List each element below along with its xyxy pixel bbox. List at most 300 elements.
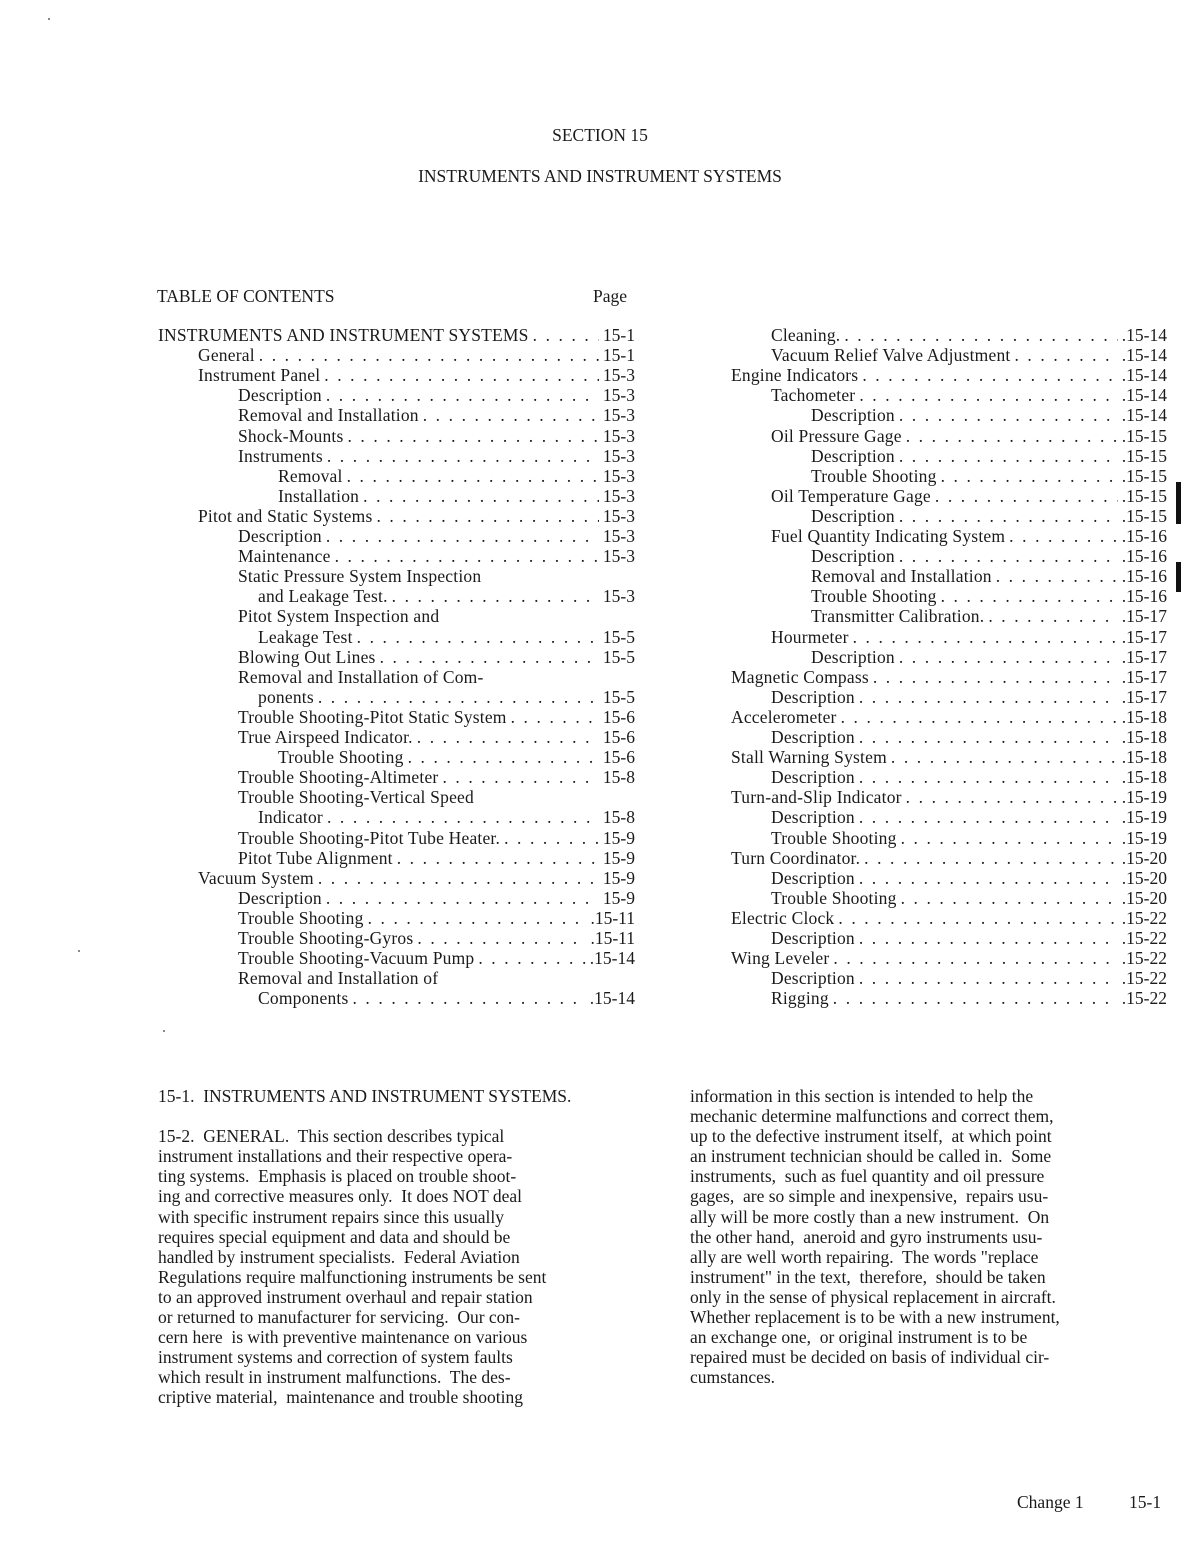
body-text-line: instrument systems and correction of system faults xyxy=(158,1347,513,1368)
toc-entry-label: Trouble Shooting xyxy=(811,465,937,486)
toc-entry xyxy=(811,446,1167,466)
toc-entry xyxy=(278,747,635,767)
toc-entry xyxy=(158,325,635,345)
toc-entry-label: Static Pressure System Inspection xyxy=(238,566,482,587)
toc-dot-leader xyxy=(902,787,1118,807)
toc-entry xyxy=(771,828,1167,848)
toc-dot-leader xyxy=(323,807,599,827)
toc-dot-leader xyxy=(897,888,1118,908)
toc-entry-label: Transmitter Calibration. xyxy=(811,606,985,627)
body-text-line: handled by instrument specialists. Federal Aviation xyxy=(158,1246,520,1267)
toc-entry-label: Indicator xyxy=(258,807,323,828)
toc-entry-page: 15-3 xyxy=(602,445,635,466)
body-text-line: requires special equipment and data and should be xyxy=(158,1226,511,1247)
toc-entry-label: Blowing Out Lines xyxy=(238,646,376,667)
toc-dot-leader xyxy=(359,486,599,506)
toc-entry-page: .15-22 xyxy=(1121,948,1167,969)
toc-entry-page: .15-11 xyxy=(590,928,635,948)
toc-entry-label: Fuel Quantity Indicating System xyxy=(771,526,1006,546)
body-text-line: ing and corrective measures only. It does NOT deal xyxy=(158,1186,522,1207)
toc-entry-label: Description xyxy=(811,546,895,567)
toc-entry-page: .15-18 xyxy=(1121,747,1167,768)
toc-entry-label: Vacuum Relief Valve Adjustment xyxy=(771,345,1011,366)
toc-entry-page: .15-14 xyxy=(1121,385,1167,406)
toc-entry xyxy=(258,988,635,1008)
toc-entry-label: Trouble Shooting-Gyros xyxy=(238,928,414,948)
toc-entry-page: 15-5 xyxy=(602,686,635,707)
toc-entry-label: Components xyxy=(258,988,349,1009)
toc-entry-label: Description xyxy=(771,807,855,828)
toc-dot-leader xyxy=(404,747,599,767)
toc-entry-page: .15-17 xyxy=(1121,686,1167,707)
toc-dot-leader xyxy=(320,365,599,385)
toc-dot-leader xyxy=(849,627,1118,647)
toc-entry-label: Description xyxy=(771,686,855,707)
toc-entry-page: .15-14 xyxy=(589,948,635,969)
toc-dot-leader xyxy=(1010,345,1117,365)
toc-dot-leader xyxy=(855,968,1118,988)
toc-entry-page: 15-5 xyxy=(602,626,635,647)
toc-entry-page: 15-3 xyxy=(602,485,635,506)
toc-dot-leader xyxy=(393,848,599,868)
toc-dot-leader xyxy=(529,325,599,345)
toc-entry-label: Pitot System Inspection and xyxy=(238,606,440,627)
toc-entry-page: 15-9 xyxy=(602,887,635,908)
toc-dot-leader xyxy=(834,908,1117,928)
body-text-line: 15-2. GENERAL. This section describes typical xyxy=(158,1126,505,1147)
toc-entry xyxy=(238,928,635,948)
toc-entry-page: 15-5 xyxy=(602,646,635,667)
toc-dot-leader xyxy=(331,546,599,566)
toc-entry xyxy=(731,948,1167,968)
toc-entry-label: Description xyxy=(811,646,895,667)
toc-entry-label: Description xyxy=(771,968,855,989)
toc-entry-label: Description xyxy=(238,385,322,406)
toc-dot-leader xyxy=(937,466,1118,486)
toc-entry-label: Description xyxy=(811,445,895,466)
toc-entry-label: Description xyxy=(811,505,895,526)
body-text-line: an exchange one, or original instrument is to be xyxy=(690,1327,1028,1348)
toc-dot-leader xyxy=(829,948,1117,968)
body-right-column xyxy=(690,1086,1180,1387)
toc-entry-page: 15-3 xyxy=(602,385,635,406)
toc-entry xyxy=(198,868,635,888)
body-text-line: Regulations require malfunctioning instruments be sent xyxy=(158,1266,547,1287)
toc-entry-page: .15-14 xyxy=(1121,365,1167,386)
toc-entry-page: .15-14 xyxy=(1121,325,1167,345)
toc-entry xyxy=(771,486,1167,506)
toc-entry xyxy=(731,848,1167,868)
toc-entry-page: .15-17 xyxy=(1121,646,1167,667)
body-text-line: to an approved instrument overhaul and repair station xyxy=(158,1286,533,1307)
toc-entry-label: Vacuum System xyxy=(198,867,314,888)
toc-entry xyxy=(771,687,1167,707)
body-text-line: instrument" in the text, therefore, should be taken xyxy=(690,1266,1046,1287)
toc-dot-leader xyxy=(376,647,599,667)
toc-entry-page: .15-11 xyxy=(590,907,635,928)
toc-entry-label: Instrument Panel xyxy=(198,365,321,386)
toc-entry xyxy=(771,345,1167,365)
toc-heading: TABLE OF CONTENTS xyxy=(157,286,335,306)
toc-dot-leader xyxy=(500,828,599,848)
toc-entry-page: 15-3 xyxy=(602,546,635,567)
body-text-line: up to the defective instrument itself, at which point xyxy=(690,1126,1052,1147)
toc-entry-page: .15-20 xyxy=(1121,887,1167,908)
toc-entry xyxy=(811,466,1167,486)
toc-entry xyxy=(771,868,1167,888)
toc-dot-leader xyxy=(353,627,599,647)
body-text-line: cern here is with preventive maintenance on various xyxy=(158,1327,528,1348)
toc-entry-label: Pitot and Static Systems xyxy=(198,505,373,526)
toc-entry-page: 15-3 xyxy=(602,586,635,607)
toc-dot-leader xyxy=(895,446,1118,466)
toc-entry-label: and Leakage Test. xyxy=(258,586,388,607)
toc-entry xyxy=(238,888,635,908)
toc-entry xyxy=(238,606,635,626)
toc-dot-leader xyxy=(322,526,599,546)
toc-dot-leader xyxy=(855,727,1118,747)
toc-entry-page: 15-1 xyxy=(602,345,635,366)
toc-dot-leader xyxy=(855,385,1117,405)
change-bar xyxy=(1176,562,1181,592)
toc-entry xyxy=(771,807,1167,827)
toc-entry xyxy=(771,627,1167,647)
toc-dot-leader xyxy=(372,506,598,526)
toc-entry-label: Trouble Shooting xyxy=(238,907,364,928)
toc-entry xyxy=(258,627,635,647)
toc-entry-label: Removal and Installation of Com- xyxy=(238,666,484,687)
toc-entry-label: Trouble Shooting-Pitot Tube Heater. xyxy=(238,827,501,848)
body-text-line: only in the sense of physical replacement in aircraft. xyxy=(690,1286,1056,1307)
toc-entry-page: 15-9 xyxy=(602,847,635,868)
toc-entry-label: Description xyxy=(811,405,895,426)
toc-entry-page: .15-18 xyxy=(1121,767,1167,788)
toc-entry xyxy=(811,606,1167,626)
toc-entry xyxy=(771,888,1167,908)
toc-entry-label: Description xyxy=(238,526,322,546)
toc-entry xyxy=(811,546,1167,566)
toc-entry-label: Trouble Shooting xyxy=(278,747,404,768)
toc-dot-leader xyxy=(897,828,1118,848)
toc-entry-page: 15-3 xyxy=(602,405,635,426)
toc-entry xyxy=(811,586,1167,606)
toc-entry-label: Description xyxy=(771,727,855,747)
toc-dot-leader xyxy=(438,767,598,787)
section-title: INSTRUMENTS AND INSTRUMENT SYSTEMS xyxy=(418,166,782,186)
toc-entry-label: Leakage Test xyxy=(258,626,353,647)
toc-entry-page: .15-16 xyxy=(1121,566,1167,587)
change-bar xyxy=(1176,482,1181,524)
toc-dot-leader xyxy=(895,647,1118,667)
toc-entry xyxy=(771,767,1167,787)
toc-entry xyxy=(238,948,635,968)
toc-dot-leader xyxy=(1005,526,1118,546)
toc-dot-leader xyxy=(895,506,1118,526)
toc-entry-label: Accelerometer xyxy=(731,706,837,727)
toc-entry xyxy=(238,787,635,807)
toc-entry xyxy=(771,426,1167,446)
toc-entry xyxy=(238,426,635,446)
paragraph-heading: 15-1. INSTRUMENTS AND INSTRUMENT SYSTEMS. xyxy=(158,1086,572,1106)
toc-entry xyxy=(731,365,1167,385)
body-text-line: or returned to manufacturer for servicing. Our con- xyxy=(158,1307,521,1328)
toc-entry xyxy=(238,526,635,546)
body-text-line: ally are well worth repairing. The words "replace xyxy=(690,1246,1039,1267)
toc-entry-page: .15-15 xyxy=(1121,445,1167,466)
toc-entry-label: Trouble Shooting-Altimeter xyxy=(238,767,439,788)
section-number: SECTION 15 xyxy=(552,125,648,145)
toc-entry-label: Turn Coordinator. xyxy=(731,847,861,868)
toc-entry-label: Maintenance xyxy=(238,546,331,567)
toc-dot-leader xyxy=(413,727,599,747)
toc-dot-leader xyxy=(895,546,1118,566)
toc-dot-leader xyxy=(348,988,585,1008)
toc-entry-label: Hourmeter xyxy=(771,626,849,647)
toc-entry-label: Description xyxy=(771,767,855,788)
toc-entry-page: .15-16 xyxy=(1121,546,1167,567)
toc-entry xyxy=(238,707,635,727)
body-text-line: Whether replacement is to be with a new instrument, xyxy=(690,1307,1060,1328)
toc-entry-page: .15-22 xyxy=(1121,988,1167,1009)
toc-entry-page: .15-14 xyxy=(1121,405,1167,426)
toc-entry-page: .15-15 xyxy=(1121,505,1167,526)
toc-entry-label: Description xyxy=(771,928,855,948)
toc-entry-label: Description xyxy=(238,887,322,908)
toc-dot-leader xyxy=(855,687,1118,707)
toc-entry-page: .15-14 xyxy=(1121,345,1167,366)
toc-entry-page: .15-19 xyxy=(1121,787,1167,808)
body-text-line: which result in instrument malfunctions. The des- xyxy=(158,1367,511,1388)
toc-dot-leader xyxy=(314,868,599,888)
toc-entry-label: Cleaning. xyxy=(771,325,841,345)
scan-speck xyxy=(163,1030,165,1032)
body-text-line: with specific instrument repairs since this usually xyxy=(158,1206,505,1227)
toc-entry-page: .15-14 xyxy=(589,988,635,1009)
toc-entry xyxy=(238,767,635,787)
toc-entry xyxy=(238,546,635,566)
toc-entry xyxy=(771,385,1167,405)
toc-entry-label: Magnetic Compass xyxy=(731,666,869,687)
toc-entry-page: .15-17 xyxy=(1121,606,1167,627)
toc-entry-page: 15-6 xyxy=(602,706,635,727)
toc-entry-page: .15-17 xyxy=(1121,666,1167,687)
toc-dot-leader xyxy=(858,365,1117,385)
toc-dot-leader xyxy=(869,667,1118,687)
body-text-line: ally will be more costly than a new instrument. On xyxy=(690,1206,1050,1227)
toc-entry-page: .15-17 xyxy=(1121,626,1167,647)
toc-entry xyxy=(238,667,635,687)
toc-entry-label: Trouble Shooting-Vertical Speed xyxy=(238,787,474,808)
toc-entry xyxy=(811,566,1167,586)
body-left-column xyxy=(158,1086,668,1408)
toc-entry-label: Installation xyxy=(278,485,360,506)
toc-dot-leader xyxy=(855,807,1118,827)
toc-entry xyxy=(198,365,635,385)
toc-entry xyxy=(238,908,635,928)
toc-entry-label: Rigging xyxy=(771,988,829,1009)
toc-dot-leader xyxy=(855,767,1118,787)
toc-dot-leader xyxy=(323,446,599,466)
toc-entry-label: Description xyxy=(771,867,855,888)
toc-entry xyxy=(238,446,635,466)
toc-entry-page: .15-15 xyxy=(1121,485,1167,506)
body-text-line: mechanic determine malfunctions and correct them, xyxy=(690,1106,1054,1127)
toc-entry-page: 15-9 xyxy=(602,827,635,848)
body-text-line: repaired must be decided on basis of individual cir- xyxy=(690,1347,1050,1368)
toc-entry-label: General xyxy=(198,345,255,366)
toc-dot-leader xyxy=(829,988,1118,1008)
toc-entry xyxy=(238,828,635,848)
toc-entry xyxy=(238,647,635,667)
toc-entry-page: .15-16 xyxy=(1121,526,1167,546)
toc-entry-label: Tachometer xyxy=(771,385,856,406)
toc-dot-leader xyxy=(855,928,1118,948)
toc-entry-label: Shock-Mounts xyxy=(238,425,344,446)
toc-entry-label: Turn-and-Slip Indicator xyxy=(731,787,902,808)
body-text-line xyxy=(158,1106,668,1126)
toc-entry-page: .15-18 xyxy=(1121,706,1167,727)
toc-dot-leader xyxy=(419,405,599,425)
toc-dot-leader xyxy=(887,747,1118,767)
toc-entry xyxy=(731,707,1167,727)
toc-entry xyxy=(278,486,635,506)
change-notice: Change 1 xyxy=(1017,1492,1084,1512)
toc-dot-leader xyxy=(837,707,1118,727)
toc-entry xyxy=(811,506,1167,526)
toc-dot-leader xyxy=(388,586,599,606)
toc-entry-label: Trouble Shooting xyxy=(771,887,897,908)
toc-entry xyxy=(771,968,1167,988)
toc-dot-leader xyxy=(984,606,1117,626)
toc-entry xyxy=(238,385,635,405)
toc-entry-page: 15-3 xyxy=(602,526,635,546)
toc-entry-page: 15-8 xyxy=(602,807,635,828)
body-text-line: an instrument technician should be called in. Some xyxy=(690,1146,1052,1167)
toc-entry xyxy=(198,345,635,365)
toc-entry-label: Removal xyxy=(278,465,343,486)
scan-speck xyxy=(48,18,50,20)
toc-entry xyxy=(238,566,635,586)
body-text-line: instrument installations and their respective opera- xyxy=(158,1146,513,1167)
toc-entry-page: 15-8 xyxy=(602,767,635,788)
toc-dot-leader xyxy=(322,385,599,405)
toc-entry xyxy=(238,848,635,868)
toc-dot-leader xyxy=(474,948,585,968)
toc-entry-page: 15-6 xyxy=(602,747,635,768)
toc-entry-label: Removal and Installation of xyxy=(238,968,439,989)
toc-entry-page: 15-3 xyxy=(602,425,635,446)
toc-page-heading: Page xyxy=(593,286,628,306)
toc-entry-label: True Airspeed Indicator. xyxy=(238,727,413,747)
toc-entry-page: 15-6 xyxy=(602,727,635,747)
body-text-line: instruments, such as fuel quantity and oil pressure xyxy=(690,1166,1045,1187)
toc-dot-leader xyxy=(322,888,599,908)
toc-entry-page: .15-19 xyxy=(1121,807,1167,828)
toc-entry-page: .15-16 xyxy=(1121,586,1167,607)
toc-entry xyxy=(811,647,1167,667)
toc-entry-page: .15-20 xyxy=(1121,867,1167,888)
toc-entry-page: .15-20 xyxy=(1121,847,1167,868)
toc-dot-leader xyxy=(860,848,1118,868)
toc-entry-label: INSTRUMENTS AND INSTRUMENT SYSTEMS xyxy=(158,325,529,345)
toc-entry-page: 15-3 xyxy=(602,505,635,526)
toc-entry xyxy=(238,727,635,747)
toc-entry-label: Trouble Shooting-Pitot Static System xyxy=(238,706,507,727)
toc-entry xyxy=(278,466,635,486)
page-number: 15-1 xyxy=(1129,1492,1162,1512)
toc-entry xyxy=(771,988,1167,1008)
toc-entry-label: Trouble Shooting-Vacuum Pump xyxy=(238,948,475,969)
toc-entry-page: .15-15 xyxy=(1121,465,1167,486)
toc-entry-label: Stall Warning System xyxy=(731,747,887,768)
toc-entry-page: .15-22 xyxy=(1121,907,1167,928)
toc-dot-leader xyxy=(343,426,598,446)
toc-entry-page: 15-3 xyxy=(602,365,635,386)
toc-dot-leader xyxy=(992,566,1118,586)
toc-entry xyxy=(771,526,1167,546)
toc-dot-leader xyxy=(507,707,599,727)
toc-entry xyxy=(731,787,1167,807)
toc-entry-page: .15-15 xyxy=(1121,425,1167,446)
toc-entry xyxy=(731,747,1167,767)
toc-entry xyxy=(731,667,1167,687)
body-text-line: gages, are so simple and inexpensive, repairs usu- xyxy=(690,1186,1049,1207)
toc-dot-leader xyxy=(364,908,587,928)
toc-entry-page: .15-18 xyxy=(1121,727,1167,747)
toc-entry xyxy=(238,968,635,988)
toc-entry-label: Instruments xyxy=(238,445,323,466)
toc-entry-label: Wing Leveler xyxy=(731,948,830,969)
toc-entry xyxy=(731,908,1167,928)
toc-entry xyxy=(258,687,635,707)
toc-entry-label: Trouble Shooting xyxy=(811,586,937,607)
toc-entry xyxy=(258,807,635,827)
toc-entry xyxy=(238,405,635,425)
toc-entry-label: Pitot Tube Alignment xyxy=(238,847,393,868)
body-text-line: criptive material, maintenance and trouble shooting xyxy=(158,1387,523,1408)
toc-entry-page: .15-19 xyxy=(1121,827,1167,848)
body-text-line: the other hand, aneroid and gyro instruments usu- xyxy=(690,1226,1043,1247)
toc-entry-page: .15-22 xyxy=(1121,968,1167,989)
body-text-line: information in this section is intended to help the xyxy=(690,1086,1034,1106)
toc-entry xyxy=(771,727,1167,747)
toc-entry-page: .15-22 xyxy=(1121,928,1167,948)
scan-speck xyxy=(78,950,80,952)
toc-dot-leader xyxy=(895,405,1118,425)
toc-dot-leader xyxy=(840,325,1117,345)
toc-entry-page: 15-1 xyxy=(602,325,635,345)
toc-entry xyxy=(198,506,635,526)
toc-dot-leader xyxy=(314,687,599,707)
body-text-line: cumstances. xyxy=(690,1367,776,1388)
toc-entry-label: Removal and Installation xyxy=(238,405,419,426)
toc-entry-label: Electric Clock xyxy=(731,907,835,928)
toc-entry xyxy=(771,928,1167,948)
toc-entry-page: 15-3 xyxy=(602,465,635,486)
toc-entry-label: ponents xyxy=(258,686,314,707)
toc-dot-leader xyxy=(255,345,599,365)
toc-entry-label: Trouble Shooting xyxy=(771,827,897,848)
toc-dot-leader xyxy=(931,486,1118,506)
toc-dot-leader xyxy=(855,868,1118,888)
toc-entry xyxy=(811,405,1167,425)
toc-entry-label: Engine Indicators xyxy=(731,365,859,386)
toc-entry xyxy=(771,325,1167,345)
toc-dot-leader xyxy=(413,928,586,948)
toc-entry-label: Oil Temperature Gage xyxy=(771,485,931,506)
toc-dot-leader xyxy=(902,426,1118,446)
toc-dot-leader xyxy=(343,466,599,486)
